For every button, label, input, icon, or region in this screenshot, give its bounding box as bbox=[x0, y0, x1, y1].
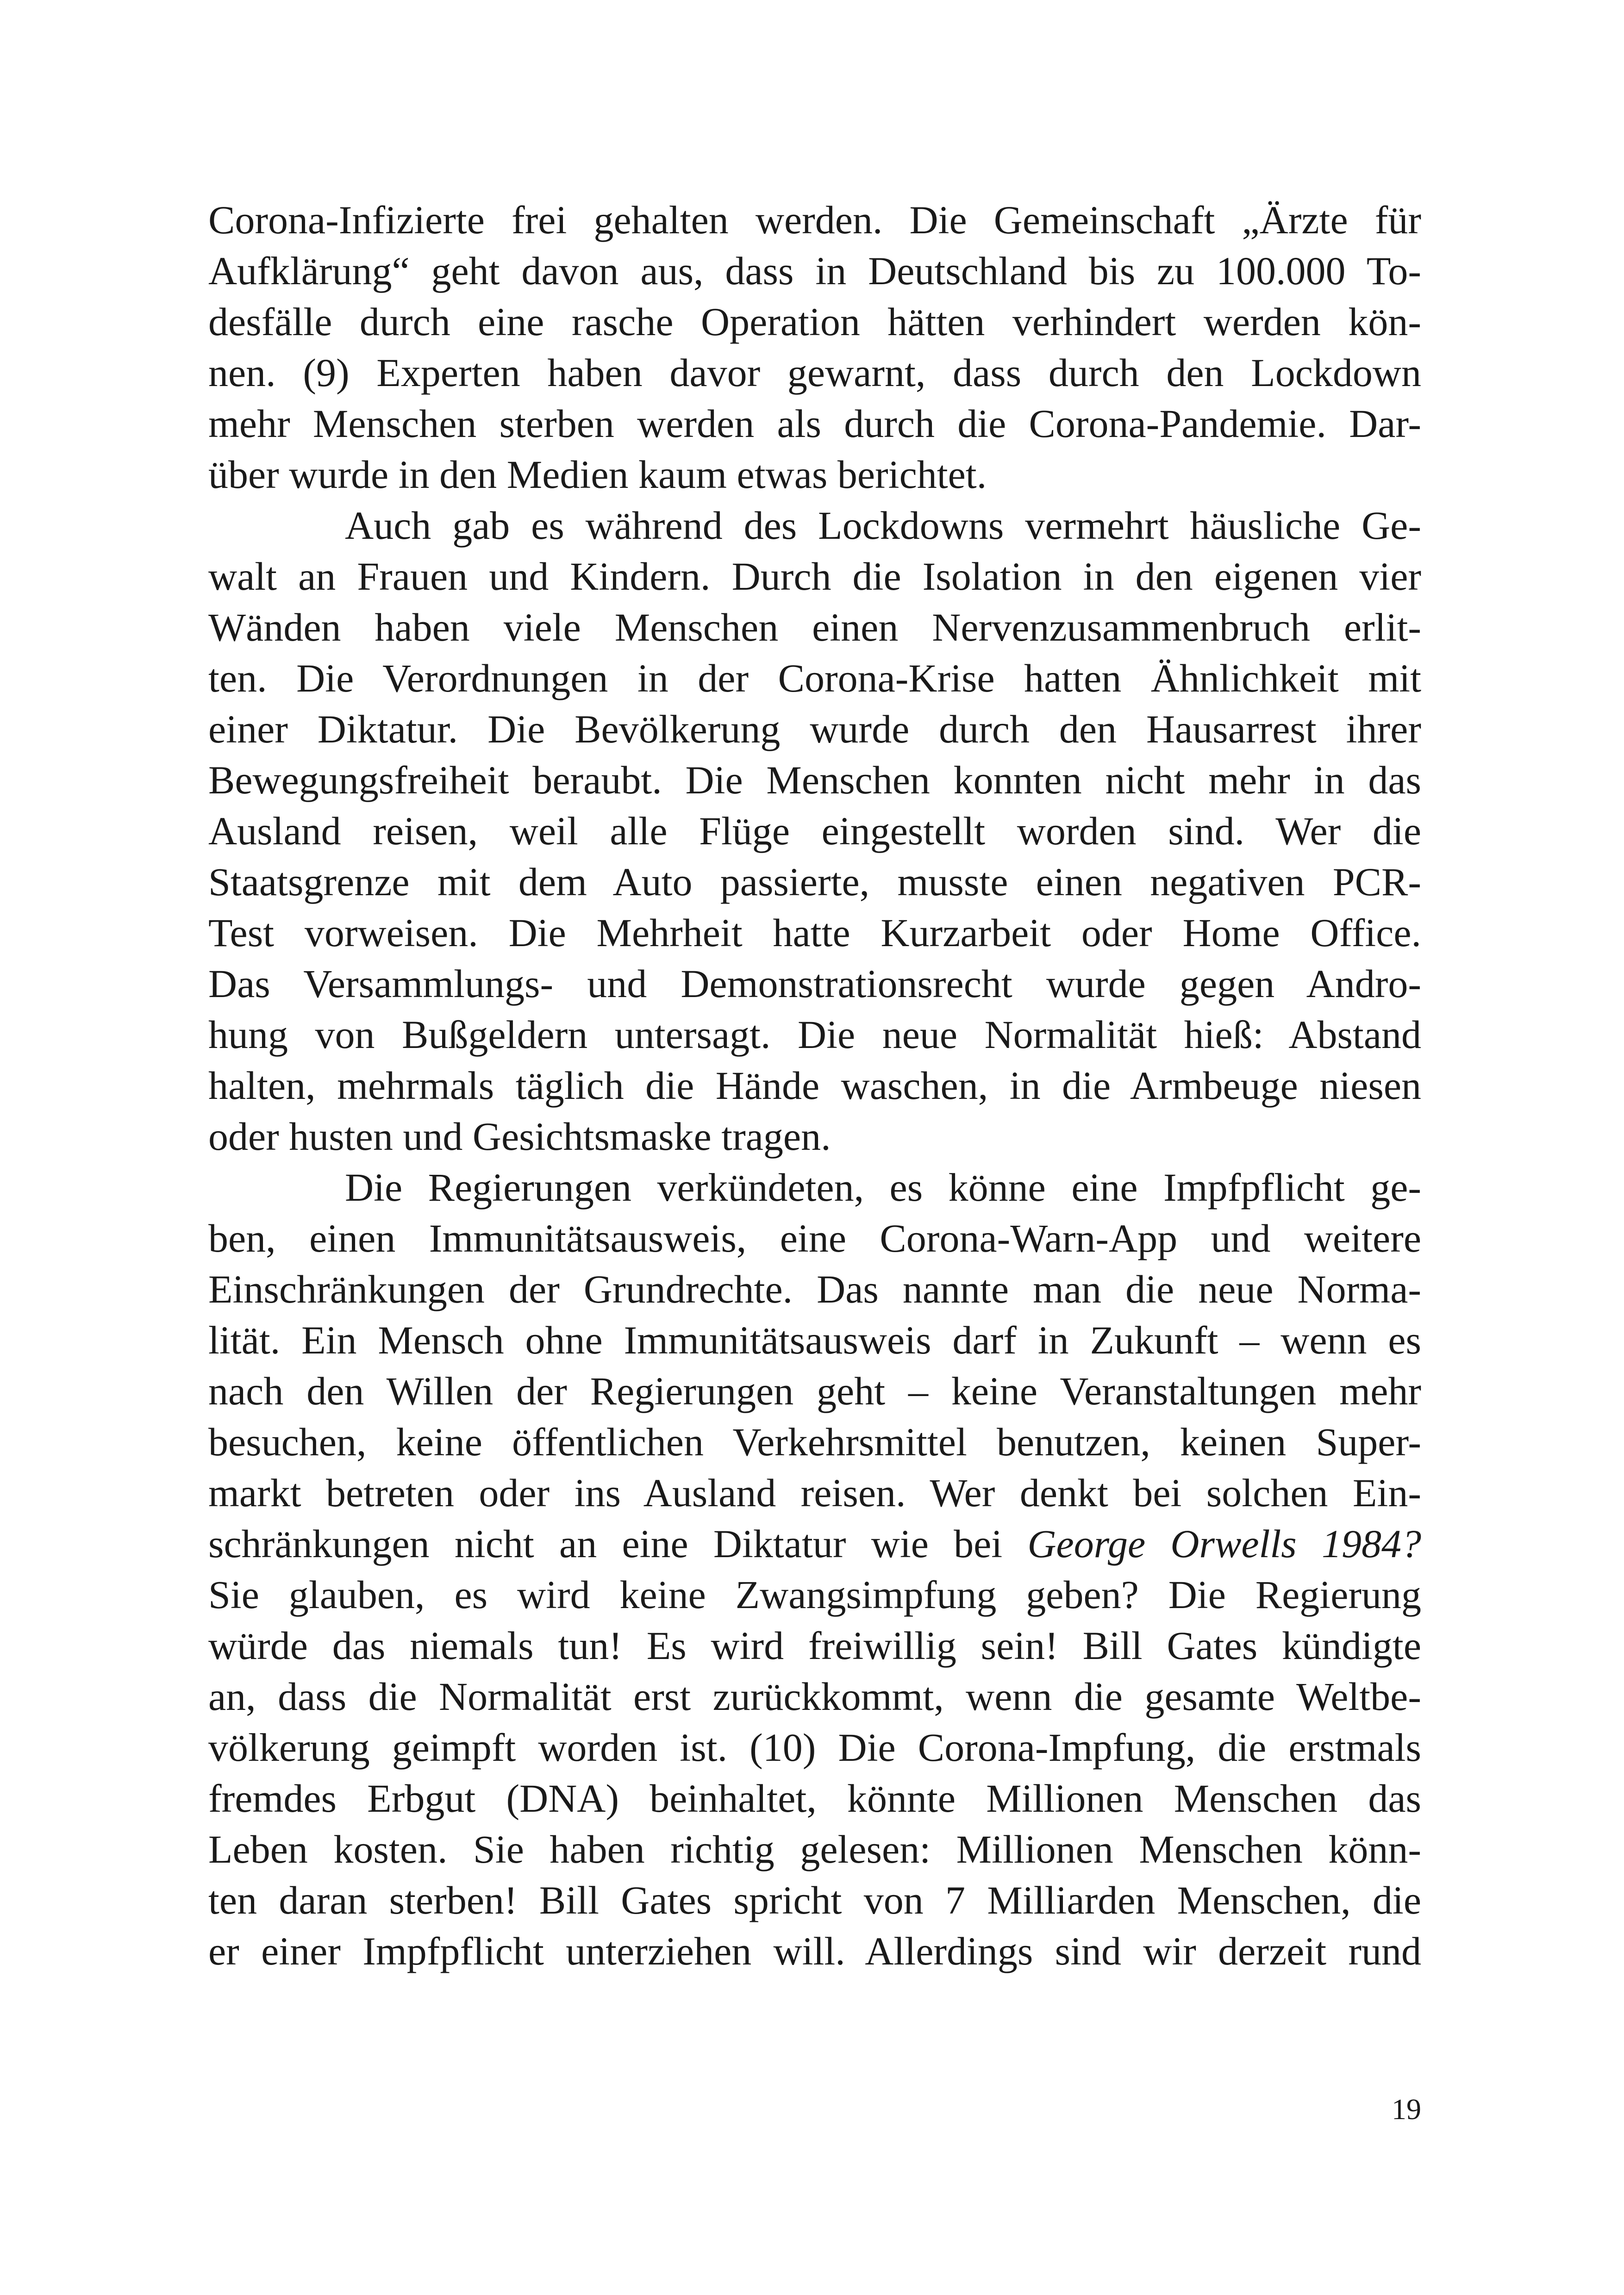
text-line: walt an Frauen und Kindern. Durch die Isolation in den eigenen vier bbox=[208, 554, 1421, 599]
text-line: markt betreten oder ins Ausland reisen. Wer denkt bei solchen Ein- bbox=[208, 1471, 1421, 1515]
text-line: würde das niemals tun! Es wird freiwillig sein! Bill Gates kündigte bbox=[208, 1623, 1421, 1668]
text-line: an, dass die Normalität erst zurückkommt, wenn die gesamte Weltbe- bbox=[208, 1674, 1421, 1719]
text-line: halten, mehrmals täglich die Hände waschen, in die Armbeuge niesen bbox=[208, 1063, 1421, 1108]
text-line: einer Diktatur. Die Bevölkerung wurde durch den Hausarrest ihrer bbox=[208, 707, 1421, 751]
text-line: ten daran sterben! Bill Gates spricht von 7 Milliarden Menschen, die bbox=[208, 1878, 1421, 1922]
text-line: Wänden haben viele Menschen einen Nervenzusammenbruch erlit- bbox=[208, 605, 1421, 649]
text-line: mehr Menschen sterben werden als durch die Corona-Pandemie. Dar- bbox=[208, 401, 1421, 446]
text-line: hung von Bußgeldern untersagt. Die neue Normalität hieß: Abstand bbox=[208, 1012, 1421, 1057]
body-text bbox=[208, 194, 1421, 1977]
text-line: Test vorweisen. Die Mehrheit hatte Kurzarbeit oder Home Office. bbox=[208, 911, 1421, 955]
text-line: völkerung geimpft worden ist. (10) Die Corona-Impfung, die erstmals bbox=[208, 1725, 1421, 1770]
text-line: Ausland reisen, weil alle Flüge eingestellt worden sind. Wer die bbox=[208, 809, 1421, 853]
text-line: er einer Impfpflicht unterziehen will. Allerdings sind wir derzeit rund bbox=[208, 1929, 1421, 1973]
text-line: Auch gab es während des Lockdowns vermehrt häusliche Ge- bbox=[345, 503, 1421, 548]
text-line: lität. Ein Mensch ohne Immunitätsausweis darf in Zukunft – wenn es bbox=[208, 1318, 1421, 1362]
paragraph-2 bbox=[208, 500, 1421, 1162]
text-line: Einschränkungen der Grundrechte. Das nannte man die neue Norma- bbox=[208, 1267, 1421, 1311]
text-line: fremdes Erbgut (DNA) beinhaltet, könnte Millionen Menschen das bbox=[208, 1776, 1421, 1821]
text-line: Sie glauben, es wird keine Zwangsimpfung geben? Die Regierung bbox=[208, 1572, 1421, 1617]
paragraph-3 bbox=[208, 1162, 1421, 1977]
text-line: Corona-Infizierte frei gehalten werden. Die Gemeinschaft „Ärzte für bbox=[208, 198, 1421, 242]
paragraph-1 bbox=[208, 194, 1421, 500]
text-line: oder husten und Gesichtsmaske tragen. bbox=[208, 1114, 831, 1159]
text-segment: schränkungen nicht an eine Diktatur wie bei bbox=[208, 1522, 1028, 1566]
text-line: nach den Willen der Regierungen geht – keine Veranstaltungen mehr bbox=[208, 1369, 1421, 1413]
text-line: Die Regierungen verkündeten, es könne eine Impfpflicht ge- bbox=[345, 1165, 1421, 1210]
text-line: desfälle durch eine rasche Operation hätten verhindert werden kön- bbox=[208, 299, 1421, 344]
text-line: Aufklärung“ geht davon aus, dass in Deutschland bis zu 100.000 To- bbox=[208, 249, 1421, 293]
text-line: ten. Die Verordnungen in der Corona-Krise hatten Ähnlichkeit mit bbox=[208, 656, 1421, 700]
text-line: Bewegungsfreiheit beraubt. Die Menschen konnten nicht mehr in das bbox=[208, 758, 1421, 802]
text-line: Leben kosten. Sie haben richtig gelesen: Millionen Menschen könn- bbox=[208, 1827, 1421, 1871]
text-line: nen. (9) Experten haben davor gewarnt, dass durch den Lockdown bbox=[208, 350, 1421, 395]
text-line-with-italic bbox=[208, 1518, 1421, 1569]
text-line: besuchen, keine öffentlichen Verkehrsmittel benutzen, keinen Super- bbox=[208, 1420, 1421, 1464]
text-line: Staatsgrenze mit dem Auto passierte, musste einen negativen PCR- bbox=[208, 860, 1421, 904]
text-line: Das Versammlungs- und Demonstrationsrecht wurde gegen Andro- bbox=[208, 961, 1421, 1006]
book-title-italic: George Orwells 1984? bbox=[1027, 1522, 1421, 1566]
page-number: 19 bbox=[1392, 2093, 1421, 2126]
text-line: über wurde in den Medien kaum etwas berichtet. bbox=[208, 452, 987, 497]
text-line: ben, einen Immunitätsausweis, eine Corona-Warn-App und weitere bbox=[208, 1216, 1421, 1260]
